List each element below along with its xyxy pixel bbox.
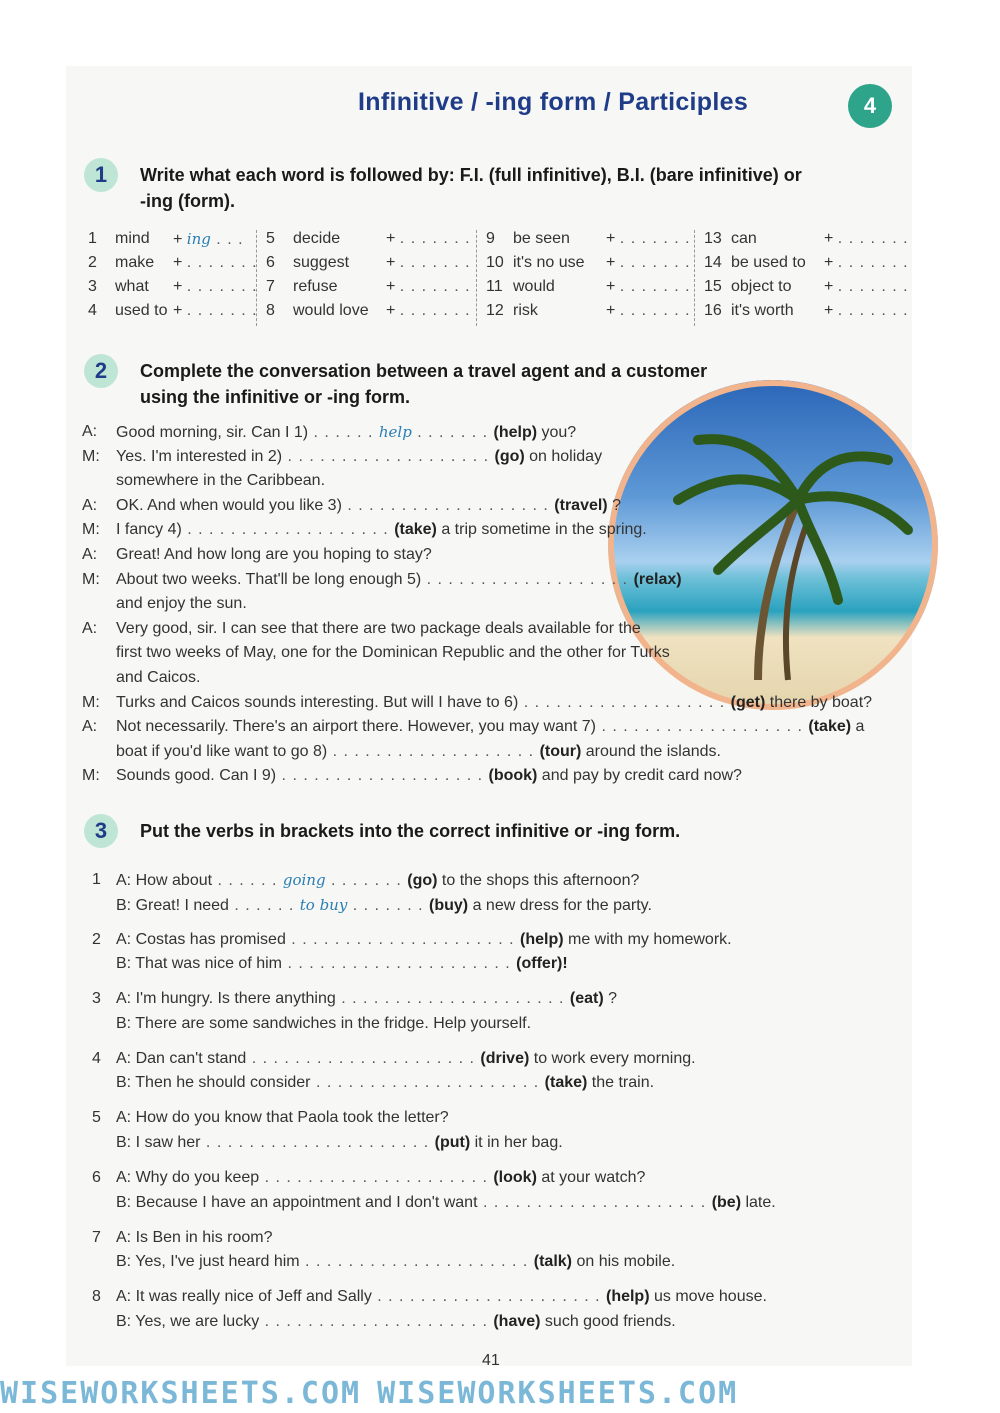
answer-dots: . . . . . . <box>282 447 353 465</box>
conversation-line <box>116 641 670 665</box>
item-answer-blank <box>824 254 909 272</box>
exercise-1-item <box>704 230 909 254</box>
plus-sign: + <box>386 254 400 271</box>
exercise-1-item <box>704 254 909 278</box>
line-text: late. <box>741 1193 776 1211</box>
plus-sign: + <box>824 230 838 247</box>
exercise-2-instructions <box>140 358 780 410</box>
plus-sign: + <box>386 230 400 247</box>
dialogue-line-b <box>116 1250 675 1274</box>
answer-dots: . . . . . . . . . . . . . . . <box>442 1288 606 1306</box>
item-word: used to <box>115 302 168 319</box>
verb-prompt: (take) <box>394 521 437 539</box>
item-answer-blank <box>824 230 909 248</box>
line-text: B: Yes, we are lucky <box>116 1312 260 1330</box>
exercise-1-number: 1 <box>84 158 118 192</box>
item-number: 6 <box>92 1169 101 1186</box>
conversation-line <box>116 469 325 493</box>
item-number: 7 <box>92 1228 101 1246</box>
item-answer-blank <box>386 230 471 248</box>
plus-sign: + <box>386 302 400 319</box>
line-text: me with my homework. <box>563 930 732 948</box>
answer-dots: . . . . . . <box>282 955 353 973</box>
exercise-1-column <box>486 230 691 326</box>
footer-watermark <box>0 1376 1000 1413</box>
item-number: 16 <box>704 302 722 319</box>
conversation-line <box>116 494 621 518</box>
exercise-1-item <box>486 230 691 254</box>
answer-dots: . . . . . . <box>477 1193 549 1211</box>
item-word: refuse <box>293 278 338 295</box>
line-text: it in her bag. <box>470 1134 563 1151</box>
line-text: there by boat? <box>765 693 873 711</box>
page-number: 41 <box>482 1352 500 1369</box>
line-text: at your watch? <box>536 1169 646 1186</box>
item-word: be seen <box>513 230 570 247</box>
line-text: and enjoy the sun. <box>116 595 247 613</box>
speaker-label: A: <box>82 496 98 514</box>
answer-dots: . . . . . . . . . . . . . <box>397 742 540 760</box>
item-answer-blank <box>173 254 258 272</box>
line-text: to work every morning. <box>529 1049 696 1067</box>
exercise-3-instructions: Put the verbs in brackets into the correct infinitive or -ing form. <box>140 821 681 841</box>
exercise-1-instructions <box>140 162 880 214</box>
plus-sign: + <box>606 230 620 247</box>
dialogue-line-a <box>116 1166 645 1190</box>
answer-dots: . . . . . . . . . . . . . <box>352 447 495 465</box>
unit-badge: 4 <box>848 84 892 128</box>
line-text: and pay by credit card now? <box>537 767 742 785</box>
item-word: it's no use <box>513 254 585 271</box>
answer-dots: . . . . . . . <box>399 254 471 271</box>
verb-prompt: (go) <box>407 872 438 889</box>
answer-dots: . . . . . . . . . . . . . <box>666 718 809 736</box>
line-text: a <box>851 718 865 736</box>
answer-dots: . . . . . . <box>335 990 407 1008</box>
speaker-label: M: <box>82 570 100 588</box>
exercise-1-instructions-line2: -ing (form). <box>140 191 235 211</box>
answer-dots: . . . . . . . . . . . . . <box>252 521 395 539</box>
line-text: around the islands. <box>581 742 721 760</box>
item-number: 8 <box>266 302 275 319</box>
line-text: B: I saw her <box>116 1134 201 1151</box>
verb-prompt: (drive) <box>480 1049 530 1067</box>
answer-dots: . . . . . . <box>327 742 398 760</box>
item-number: 1 <box>92 871 101 888</box>
answer-dots: . . . . . . <box>246 1049 318 1067</box>
verb-prompt: (travel) <box>554 496 608 514</box>
answer-dots: . . . . . . <box>308 424 379 441</box>
dialogue-line-a <box>116 928 732 952</box>
plus-sign: + <box>824 254 838 271</box>
answer-dots: . . . . . . <box>259 1169 330 1186</box>
item-number: 11 <box>486 278 503 295</box>
exercise-1-item <box>266 254 471 278</box>
item-number: 3 <box>88 278 97 295</box>
item-answer-blank <box>173 278 258 296</box>
dialogue-line-a <box>116 1106 449 1130</box>
speaker-label: A: <box>82 718 98 736</box>
answer-dots: . . . . . . . <box>186 254 258 271</box>
conversation-line <box>116 617 641 641</box>
line-text: ? <box>603 990 618 1008</box>
line-text: on holiday <box>524 447 603 465</box>
exercise-1-item <box>266 230 471 254</box>
answer-dots: . . . . . . <box>341 496 413 514</box>
exercise-1-item <box>88 278 288 302</box>
answer-dots: . . . . . . . <box>837 230 909 247</box>
exercise-1-item <box>88 254 288 278</box>
verb-prompt: (eat) <box>569 990 604 1008</box>
dialogue-line-b <box>116 952 568 976</box>
conversation-line <box>116 568 682 592</box>
plus-sign: + <box>606 302 620 319</box>
line-text: the train. <box>587 1074 655 1092</box>
answer-dots: . . . . . . . . . . . . . . . <box>317 1049 481 1067</box>
line-text: Very good, sir. I can see that there are two package deals available for the <box>116 619 641 637</box>
column-divider <box>476 230 477 326</box>
exercise-1-column <box>704 230 909 326</box>
answer-dots: . . . . . . <box>285 930 357 948</box>
line-text: B: Yes, I've just heard him <box>116 1253 300 1271</box>
line-text: first two weeks of May, one for the Dominican Republic and the other for Turks <box>116 644 670 662</box>
exercise-2-number: 2 <box>84 354 118 388</box>
line-text: Turks and Caicos sounds interesting. But will I have to 6) <box>116 693 519 711</box>
verb-prompt: (buy) <box>429 896 469 914</box>
item-answer-blank <box>173 230 244 249</box>
item-number: 15 <box>704 278 722 295</box>
line-text: you? <box>537 424 577 441</box>
item-number: 10 <box>486 254 504 271</box>
answer-dots: . . . . . . . <box>619 254 691 271</box>
answer-dots: . . . . . . . . . . . . . . . <box>271 1134 435 1151</box>
line-text: Great! And how long are you hoping to stay? <box>116 546 432 563</box>
line-text: such good friends. <box>540 1312 676 1330</box>
exercise-1-column <box>88 230 288 326</box>
dialogue-line-b <box>116 1191 776 1215</box>
watermark-text: WISEWORKSHEETS.COM <box>0 1376 362 1411</box>
answer-dots: . . . . . . <box>200 1134 272 1151</box>
speaker-label: A: <box>82 546 98 563</box>
line-text: A: I'm hungry. Is there anything <box>116 990 336 1008</box>
verb-prompt: (take) <box>544 1074 588 1092</box>
watermark-text: WISEWORKSHEETS.COM <box>377 1376 739 1411</box>
answer-dots: . . . . . . . . . . . . . . . <box>356 930 521 948</box>
line-text: B: There are some sandwiches in the fridge. Help yourself. <box>116 1014 532 1032</box>
exercise-1-column <box>266 230 471 326</box>
answer-dots: . . . . . . . <box>837 302 909 319</box>
exercise-1-item <box>704 302 909 326</box>
item-word: object to <box>731 278 792 295</box>
verb-prompt: (help) <box>605 1288 650 1306</box>
conversation-line <box>116 740 721 764</box>
answer-dots: . . . . . . . . . . . . . . . <box>381 1074 545 1092</box>
speaker-label: A: <box>82 619 98 637</box>
column-divider <box>256 230 257 326</box>
answer-dots: . . . . . . . . . . . . . . . <box>406 990 570 1008</box>
conversation-line <box>116 592 247 616</box>
conversation-line <box>116 715 864 739</box>
line-text: A: How about <box>116 872 213 889</box>
item-answer-blank <box>606 230 691 248</box>
line-text: About two weeks. That'll be long enough 5) <box>116 570 422 588</box>
answer-dots: . . . . . . <box>228 896 300 914</box>
plus-sign: + <box>173 278 187 295</box>
line-text: B: Because I have an appointment and I don't want <box>116 1193 478 1211</box>
item-number: 2 <box>92 930 101 948</box>
answer-dots: . . . <box>210 231 244 248</box>
exercise-2-instructions-line1: Complete the conversation between a travel agent and a customer <box>140 361 708 381</box>
item-number: 12 <box>486 302 504 319</box>
verb-prompt: (go) <box>494 447 525 465</box>
conversation-line <box>116 666 201 690</box>
conversation-line <box>116 691 872 715</box>
exercise-1-item <box>486 278 691 302</box>
plus-sign: + <box>173 254 187 271</box>
answer-dots: . . . . . . . <box>399 302 471 319</box>
dialogue-line-a <box>116 1047 696 1071</box>
verb-prompt: (put) <box>434 1134 471 1151</box>
dialogue-line-a <box>116 1226 273 1250</box>
answer-dots: . . . . . . <box>276 767 347 785</box>
answer-dots: . . . . . . <box>421 570 492 588</box>
item-number: 8 <box>92 1288 101 1306</box>
verb-prompt: (get) <box>730 693 766 711</box>
exercise-1-instructions-line1: Write what each word is followed by: F.I. (full infinitive), B.I. (bare infinitive) or <box>140 165 802 185</box>
answer-dots: . . . . . . . . . . . . . . . <box>352 955 517 973</box>
line-text: Not necessarily. There's an airport there. However, you may want 7) <box>116 718 597 736</box>
line-text: I fancy 4) <box>116 521 182 539</box>
verb-prompt: (talk) <box>533 1253 572 1271</box>
exercise-1-item <box>266 302 471 326</box>
answer-dots: . . . . . . . <box>186 278 258 295</box>
item-number: 3 <box>92 990 101 1008</box>
answer-dots: . . . . . . <box>518 693 590 711</box>
item-number: 5 <box>92 1109 101 1127</box>
answer-dots: . . . . . . . . . . . . . . . <box>329 1169 494 1186</box>
item-answer-blank <box>386 254 471 272</box>
line-text: Sounds good. Can I 9) <box>116 767 277 785</box>
answer-dots: . . . . . . <box>596 718 667 736</box>
column-divider <box>694 230 695 326</box>
item-number: 13 <box>704 230 722 247</box>
exercise-1-item <box>88 302 288 326</box>
line-text: B: Great! I need <box>116 896 229 914</box>
handwritten-answer: help <box>378 423 412 441</box>
item-word: mind <box>115 230 150 247</box>
answer-dots: . . . . . . . <box>619 230 691 247</box>
line-text: ? <box>607 496 621 514</box>
line-text: and Caicos. <box>116 669 201 686</box>
answer-dots: . . . . . . <box>212 872 283 889</box>
answer-dots: . . . . . . . <box>186 302 258 319</box>
line-text: Yes. I'm interested in 2) <box>116 447 283 465</box>
item-number: 4 <box>92 1049 101 1067</box>
line-text: us move house. <box>649 1288 767 1306</box>
line-text: OK. And when would you like 3) <box>116 496 342 514</box>
conversation-line <box>116 764 742 788</box>
item-word: make <box>115 254 155 271</box>
plus-sign: + <box>173 231 187 248</box>
speaker-label: M: <box>82 693 100 711</box>
plus-sign: + <box>606 278 620 295</box>
handwritten-answer: to buy <box>299 895 348 914</box>
dialogue-line-b <box>116 1310 676 1334</box>
exercise-1-item <box>486 254 691 278</box>
item-number: 1 <box>88 230 97 247</box>
exercise-1-item <box>704 278 909 302</box>
answer-dots: . . . . . . . <box>837 254 909 271</box>
line-text: B: Then he should consider <box>116 1074 311 1092</box>
item-answer-blank <box>386 302 471 320</box>
dialogue-line-b <box>116 893 652 918</box>
answer-dots: . . . . . . . . . . . . . <box>491 570 634 588</box>
item-number: 2 <box>88 254 97 271</box>
dialogue-line-b <box>116 1012 531 1036</box>
answer-dots: . . . . . . . . . . . . . <box>589 693 731 711</box>
dialogue-line-b <box>116 1071 654 1095</box>
line-text: to the shops this afternoon? <box>437 872 640 889</box>
speaker-label: A: <box>82 423 98 440</box>
handwritten-answer: going <box>282 871 326 889</box>
verb-prompt: (book) <box>488 767 538 785</box>
answer-dots: . . . . . . . <box>399 278 471 295</box>
conversation-line <box>116 445 602 469</box>
plus-sign: + <box>606 254 620 271</box>
item-word: it's worth <box>731 302 794 319</box>
item-word: what <box>115 278 149 295</box>
conversation-line <box>116 420 576 445</box>
answer-dots: . . . . . . <box>259 1312 330 1330</box>
speaker-label: M: <box>82 521 100 539</box>
verb-prompt: (help) <box>520 930 564 948</box>
line-text: A: It was really nice of Jeff and Sally <box>116 1288 372 1306</box>
verb-prompt: (have) <box>493 1312 541 1330</box>
item-word: decide <box>293 230 341 247</box>
dialogue-line-a <box>116 868 639 893</box>
exercise-1-item <box>88 230 288 254</box>
item-word: be used to <box>731 254 806 271</box>
answer-dots: . . . . . . . . . . . . . . . <box>329 1312 494 1330</box>
item-word: would <box>513 278 555 295</box>
item-answer-blank <box>824 302 909 320</box>
line-text: A: Why do you keep <box>116 1169 260 1186</box>
plus-sign: + <box>824 302 838 319</box>
dialogue-line-b <box>116 1131 563 1155</box>
line-text: A: Is Ben in his room? <box>116 1228 273 1246</box>
line-text: boat if you'd like want to go 8) <box>116 742 328 760</box>
item-answer-blank <box>606 254 691 272</box>
answer-dots: . . . . . . . . . . . . . . . <box>548 1193 712 1211</box>
answer-dots: . . . . . . . <box>347 896 430 914</box>
dialogue-line-a <box>116 987 617 1011</box>
plus-sign: + <box>824 278 838 295</box>
verb-prompt: (take) <box>808 718 852 736</box>
exercise-1-item <box>486 302 691 326</box>
speaker-label: M: <box>82 767 100 785</box>
line-text: A: How do you know that Paola took the letter? <box>116 1109 449 1127</box>
line-text: on his mobile. <box>572 1253 676 1271</box>
answer-dots: . . . . . . . <box>411 424 494 441</box>
line-text: Good morning, sir. Can I 1) <box>116 424 309 441</box>
item-number: 6 <box>266 254 275 271</box>
item-answer-blank <box>386 278 471 296</box>
exercise-1-item <box>266 278 471 302</box>
plus-sign: + <box>173 302 187 319</box>
verb-prompt: (be) <box>711 1193 742 1211</box>
verb-prompt: (offer)! <box>516 955 568 973</box>
answer-dots: . . . . . . . . . . . . . . . <box>370 1253 534 1271</box>
verb-prompt: (tour) <box>539 742 582 760</box>
item-word: can <box>731 230 757 247</box>
item-word: suggest <box>293 254 350 271</box>
item-number: 7 <box>266 278 275 295</box>
item-answer-blank <box>173 302 258 320</box>
answer-dots: . . . . . . . . . . . . . <box>412 496 555 514</box>
line-text: a trip sometime in the spring. <box>436 521 647 539</box>
line-text: somewhere in the Caribbean. <box>116 472 326 490</box>
exercise-2-instructions-line2: using the infinitive or -ing form. <box>140 387 410 407</box>
conversation-line <box>116 543 432 567</box>
item-word: would love <box>293 302 369 319</box>
item-number: 4 <box>88 302 97 319</box>
item-number: 9 <box>486 230 495 247</box>
dialogue-line-a <box>116 1285 767 1309</box>
answer-dots: . . . . . . . <box>837 278 909 295</box>
answer-dots: . . . . . . . . . . . . . <box>346 767 489 785</box>
exercise-3-number: 3 <box>84 814 118 848</box>
answer-dots: . . . . . . <box>310 1074 382 1092</box>
line-text: A: Dan can't stand <box>116 1049 247 1067</box>
handwritten-answer: ing <box>186 230 211 248</box>
answer-dots: . . . . . . <box>371 1288 443 1306</box>
item-number: 14 <box>704 254 722 271</box>
verb-prompt: (help) <box>493 424 538 441</box>
answer-dots: . . . . . . . <box>619 278 691 295</box>
speaker-label: M: <box>82 447 100 465</box>
page-title: Infinitive / -ing form / Participles <box>358 88 749 116</box>
item-answer-blank <box>606 278 691 296</box>
line-text: B: That was nice of him <box>116 955 282 973</box>
item-word: risk <box>513 302 538 319</box>
item-answer-blank <box>824 278 909 296</box>
answer-dots: . . . . . . . <box>399 230 471 247</box>
conversation-line <box>116 518 647 542</box>
line-text: a new dress for the party. <box>468 896 652 914</box>
answer-dots: . . . . . . <box>181 521 253 539</box>
answer-dots: . . . . . . . <box>325 872 408 889</box>
item-number: 5 <box>266 230 275 247</box>
answer-dots: . . . . . . . <box>619 302 691 319</box>
plus-sign: + <box>386 278 400 295</box>
answer-dots: . . . . . . <box>299 1253 371 1271</box>
verb-prompt: (look) <box>493 1169 537 1186</box>
item-answer-blank <box>606 302 691 320</box>
verb-prompt: (relax) <box>633 570 682 588</box>
line-text: A: Costas has promised <box>116 930 286 948</box>
